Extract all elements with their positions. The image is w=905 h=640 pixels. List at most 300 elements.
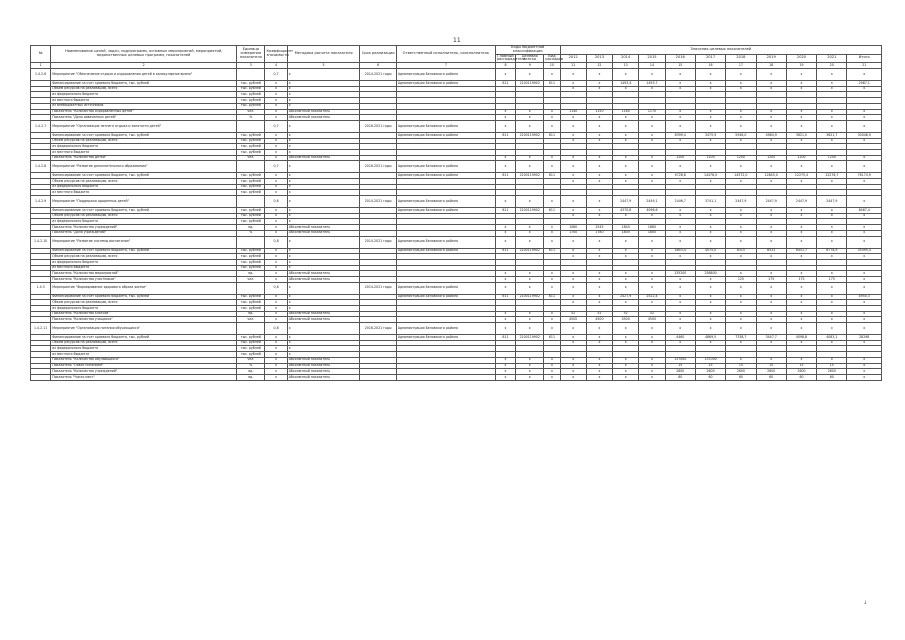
- header-period: Срок реализации: [360, 46, 396, 63]
- cell-coef: х: [265, 357, 287, 363]
- cell-method: х: [287, 81, 360, 87]
- cell-budget-1: 611: [495, 294, 515, 300]
- cell-method: Абсолютный показатель: [287, 115, 360, 121]
- cell-budget-1: 611: [495, 248, 515, 254]
- cell-value: х: [665, 323, 695, 335]
- header-coef: Коэффициент значимости: [265, 46, 287, 63]
- cell-executor: Администрация Беловского района: [396, 161, 495, 173]
- cell-value: х: [695, 115, 725, 121]
- cell-value: х: [613, 132, 639, 138]
- cell-unit: тыс. рублей: [237, 208, 265, 214]
- cell-coef: х: [265, 340, 287, 346]
- cell-value: х: [726, 236, 756, 248]
- cell-value: х: [817, 213, 847, 219]
- cell-coef: 0,7: [265, 120, 287, 132]
- cell-budget-3: 611: [544, 335, 560, 341]
- cell-method: х: [287, 173, 360, 179]
- cell-unit: тыс. рублей: [237, 300, 265, 306]
- cell-value: х: [695, 340, 725, 346]
- cell-budget-1: х: [495, 369, 515, 375]
- cell-value: х: [847, 115, 882, 121]
- cell-method: х: [287, 254, 360, 260]
- cell-value: х: [786, 254, 816, 260]
- cell-value: х: [756, 294, 786, 300]
- cell-value: х: [586, 86, 612, 92]
- cell-value: х: [817, 81, 847, 87]
- cell-value: х: [560, 213, 586, 219]
- cell-value: х: [586, 282, 612, 294]
- cell-executor: Администрация Беловского района: [396, 294, 495, 300]
- cell-value: х: [560, 132, 586, 138]
- column-number: 15: [665, 63, 695, 69]
- cell-value: х: [786, 161, 816, 173]
- cell-value: х: [560, 374, 586, 380]
- cell-unit: тыс. рублей: [237, 335, 265, 341]
- cell-value: х: [613, 374, 639, 380]
- program-table: [30, 45, 882, 381]
- column-number: 5: [287, 63, 360, 69]
- cell-value: х: [639, 86, 665, 92]
- cell-value: 1860: [639, 225, 665, 231]
- cell-value: 7338,7: [726, 335, 756, 341]
- cell-value: х: [817, 86, 847, 92]
- cell-value: х: [586, 196, 612, 208]
- cell-value: 60: [695, 374, 725, 380]
- cell-value: х: [817, 323, 847, 335]
- cell-value: х: [586, 335, 612, 341]
- cell-unit: тыс. рублей: [237, 98, 265, 104]
- cell-value: х: [756, 317, 786, 323]
- cell-method: х: [287, 149, 360, 155]
- header-year: 2013: [586, 54, 612, 63]
- header-year: 2017: [695, 54, 725, 63]
- cell-value: 52: [613, 311, 639, 317]
- cell-value: 1170: [639, 109, 665, 115]
- cell-value: 28298: [847, 335, 882, 341]
- cell-no: 1.4.2.11: [31, 323, 51, 335]
- cell-name: Объем ресурсов на реализацию, всего: [51, 138, 237, 144]
- cell-unit: тыс. рублей: [237, 213, 265, 219]
- column-number: 11: [560, 63, 586, 69]
- cell-budget-2: х: [516, 271, 544, 277]
- cell-value: 2600: [786, 369, 816, 375]
- cell-value: х: [639, 300, 665, 306]
- cell-value: х: [613, 323, 639, 335]
- cell-value: х: [817, 311, 847, 317]
- cell-value: 175: [817, 276, 847, 282]
- cell-unit: тыс. рублей: [237, 132, 265, 138]
- cell-budget-1: 611: [495, 132, 515, 138]
- cell-value: х: [786, 179, 816, 185]
- cell-method: Абсолютный показатель: [287, 363, 360, 369]
- cell-value: х: [817, 340, 847, 346]
- cell-value: х: [786, 323, 816, 335]
- cell-coef: х: [265, 98, 287, 104]
- cell-value: х: [817, 282, 847, 294]
- cell-value: х: [560, 340, 586, 346]
- cell-name: Показатель "Количество мероприятий": [51, 271, 237, 277]
- cell-value: 3621,7: [817, 132, 847, 138]
- cell-value: х: [726, 282, 756, 294]
- cell-unit: тыс. рублей: [237, 248, 265, 254]
- cell-budget-2: х: [516, 282, 544, 294]
- cell-value: х: [847, 369, 882, 375]
- cell-value: х: [847, 69, 882, 81]
- cell-name: Финансирование за счет краевого бюджета, тыс. рублей: [51, 132, 237, 138]
- cell-value: х: [586, 323, 612, 335]
- cell-method: Абсолютный показатель: [287, 271, 360, 277]
- cell-budget-1: х: [495, 276, 515, 282]
- cell-coef: х: [265, 132, 287, 138]
- cell-value: 2449,1: [639, 196, 665, 208]
- cell-unit: [237, 282, 265, 294]
- cell-no: [31, 374, 51, 380]
- column-number: 6: [360, 63, 396, 69]
- cell-value: х: [560, 323, 586, 335]
- cell-value: 1200: [786, 155, 816, 161]
- cell-value: х: [586, 236, 612, 248]
- cell-value: 15: [695, 363, 725, 369]
- cell-value: х: [695, 69, 725, 81]
- cell-unit: тыс. рублей: [237, 190, 265, 196]
- header-year: 2014: [613, 54, 639, 63]
- cell-value: х: [639, 161, 665, 173]
- column-number: 10: [544, 63, 560, 69]
- header-year: Итого: [847, 54, 882, 63]
- cell-budget-2: х: [516, 363, 544, 369]
- cell-name: Показатель "Доля охваченных детей": [51, 115, 237, 121]
- cell-method: х: [287, 184, 360, 190]
- cell-value: х: [847, 317, 882, 323]
- cell-value: 8399,4: [665, 132, 695, 138]
- cell-unit: чел.: [237, 109, 265, 115]
- cell-value: х: [665, 138, 695, 144]
- cell-value: х: [665, 230, 695, 236]
- cell-value: х: [560, 69, 586, 81]
- cell-name: Мероприятие "Развитие системы воспитания": [51, 236, 237, 248]
- cell-value: х: [847, 311, 882, 317]
- column-number: 14: [639, 63, 665, 69]
- cell-coef: х: [265, 213, 287, 219]
- cell-value: х: [756, 230, 786, 236]
- cell-value: х: [817, 236, 847, 248]
- cell-value: х: [586, 179, 612, 185]
- cell-value: х: [586, 115, 612, 121]
- cell-coef: х: [265, 311, 287, 317]
- cell-value: 9728,8: [665, 173, 695, 179]
- cell-value: 6451,7: [786, 248, 816, 254]
- cell-budget-1: х: [495, 155, 515, 161]
- cell-unit: %: [237, 230, 265, 236]
- cell-executor: Администрация Беловского района: [396, 282, 495, 294]
- cell-value: 60: [756, 374, 786, 380]
- cell-value: х: [586, 208, 612, 214]
- cell-value: х: [726, 138, 756, 144]
- column-number: 18: [756, 63, 786, 69]
- cell-value: х: [847, 323, 882, 335]
- cell-budget-1: х: [495, 282, 515, 294]
- cell-method: х: [287, 236, 360, 248]
- cell-value: х: [665, 109, 695, 115]
- cell-name: Показатель "Количество участников": [51, 276, 237, 282]
- cell-value: х: [786, 213, 816, 219]
- cell-value: 1160: [613, 109, 639, 115]
- cell-value: х: [613, 363, 639, 369]
- cell-value: х: [560, 179, 586, 185]
- cell-value: х: [586, 276, 612, 282]
- cell-value: х: [726, 294, 756, 300]
- cell-value: 1080: [560, 225, 586, 231]
- cell-coef: х: [265, 138, 287, 144]
- cell-method: х: [287, 144, 360, 150]
- cell-value: 4500: [560, 317, 586, 323]
- cell-method: х: [287, 69, 360, 81]
- cell-budget-2: х: [516, 225, 544, 231]
- cell-value: х: [726, 340, 756, 346]
- cell-value: 1493,4: [613, 81, 639, 87]
- cell-coef: х: [265, 144, 287, 150]
- cell-name: Объем ресурсов на реализацию, всего: [51, 86, 237, 92]
- cell-value: 4869,5: [695, 335, 725, 341]
- cell-name: из местного бюджета: [51, 265, 237, 271]
- cell-coef: х: [265, 184, 287, 190]
- cell-value: х: [817, 230, 847, 236]
- table-row: [31, 69, 882, 81]
- cell-value: х: [639, 340, 665, 346]
- cell-value: х: [756, 161, 786, 173]
- cell-method: х: [287, 352, 360, 358]
- cell-name: Показатель "Количество учреждений": [51, 369, 237, 375]
- cell-value: х: [695, 323, 725, 335]
- cell-value: х: [560, 86, 586, 92]
- cell-name: Финансирование за счет краевого бюджета, тыс. рублей: [51, 208, 237, 214]
- cell-value: х: [560, 335, 586, 341]
- page-mark: ↓: [863, 600, 868, 606]
- cell-unit: тыс. рублей: [237, 306, 265, 312]
- cell-value: х: [726, 323, 756, 335]
- cell-value: х: [639, 213, 665, 219]
- cell-value: х: [817, 300, 847, 306]
- cell-value: х: [560, 294, 586, 300]
- cell-unit: тыс. рублей: [237, 294, 265, 300]
- cell-value: 4853,4: [665, 248, 695, 254]
- cell-value: х: [639, 276, 665, 282]
- cell-value: х: [695, 161, 725, 173]
- cell-name: из федерального бюджета: [51, 346, 237, 352]
- cell-value: 2522,4: [639, 294, 665, 300]
- cell-period: 2014-2021 годы: [360, 236, 396, 248]
- cell-value: х: [665, 311, 695, 317]
- cell-method: х: [287, 340, 360, 346]
- cell-unit: тыс. рублей: [237, 184, 265, 190]
- cell-value: 137000: [695, 357, 725, 363]
- cell-method: х: [287, 196, 360, 208]
- cell-budget-3: х: [544, 69, 560, 81]
- cell-coef: х: [265, 86, 287, 92]
- cell-value: х: [560, 161, 586, 173]
- cell-value: х: [695, 236, 725, 248]
- cell-value: х: [786, 69, 816, 81]
- cell-period: 2014-2021 годы: [360, 282, 396, 294]
- cell-value: х: [756, 179, 786, 185]
- cell-name: из федерального бюджета: [51, 306, 237, 312]
- cell-budget-2: х: [516, 323, 544, 335]
- cell-value: 258800: [695, 271, 725, 277]
- cell-value: х: [695, 86, 725, 92]
- cell-value: х: [695, 208, 725, 214]
- cell-value: х: [639, 374, 665, 380]
- cell-unit: чел.: [237, 276, 265, 282]
- header-year: 2016: [665, 54, 695, 63]
- cell-value: х: [695, 109, 725, 115]
- cell-value: х: [756, 138, 786, 144]
- cell-value: х: [726, 120, 756, 132]
- cell-value: х: [639, 69, 665, 81]
- cell-coef: х: [265, 317, 287, 323]
- cell-budget-1: х: [495, 69, 515, 81]
- cell-budget-1: х: [495, 115, 515, 121]
- cell-value: 4370,8: [613, 208, 639, 214]
- cell-value: 4098,8: [786, 335, 816, 341]
- cell-name: Показатель "Количество учащихся": [51, 317, 237, 323]
- cell-value: 1200: [817, 155, 847, 161]
- cell-value: х: [786, 109, 816, 115]
- cell-budget-3: х: [544, 374, 560, 380]
- cell-no: 1.4.2.9: [31, 196, 51, 208]
- cell-coef: х: [265, 208, 287, 214]
- header-method: Методика расчета показателя: [287, 46, 360, 63]
- cell-budget-1: х: [495, 230, 515, 236]
- cell-value: х: [586, 369, 612, 375]
- cell-value: 76174,9: [847, 173, 882, 179]
- header-year: 2019: [756, 54, 786, 63]
- cell-budget-2: х: [516, 115, 544, 121]
- cell-budget-1: 611: [495, 173, 515, 179]
- column-number: 21: [847, 63, 882, 69]
- cell-value: х: [665, 276, 695, 282]
- cell-budget-2: х: [516, 374, 544, 380]
- cell-method: х: [287, 335, 360, 341]
- cell-budget-3: 611: [544, 248, 560, 254]
- cell-coef: х: [265, 363, 287, 369]
- cell-value: х: [695, 311, 725, 317]
- cell-value: х: [560, 254, 586, 260]
- cell-value: х: [695, 317, 725, 323]
- cell-value: х: [613, 173, 639, 179]
- cell-value: х: [560, 357, 586, 363]
- cell-value: х: [586, 248, 612, 254]
- cell-coef: х: [265, 306, 287, 312]
- cell-value: х: [665, 69, 695, 81]
- cell-value: х: [613, 213, 639, 219]
- cell-value: х: [847, 120, 882, 132]
- cell-value: х: [560, 155, 586, 161]
- cell-value: 6532: [756, 248, 786, 254]
- cell-value: х: [560, 173, 586, 179]
- cell-value: 14572,0: [726, 173, 756, 179]
- cell-coef: 0,7: [265, 69, 287, 81]
- cell-unit: тыс. рублей: [237, 259, 265, 265]
- cell-value: х: [817, 161, 847, 173]
- cell-value: х: [613, 161, 639, 173]
- cell-budget-3: х: [544, 120, 560, 132]
- cell-value: х: [786, 294, 816, 300]
- cell-value: 35495,4: [847, 248, 882, 254]
- cell-value: 2427,9: [613, 294, 639, 300]
- cell-value: х: [695, 138, 725, 144]
- cell-value: х: [817, 357, 847, 363]
- cell-unit: тыс. рублей: [237, 92, 265, 98]
- cell-value: х: [586, 254, 612, 260]
- cell-value: х: [847, 179, 882, 185]
- cell-value: 1800: [639, 230, 665, 236]
- cell-coef: х: [265, 271, 287, 277]
- cell-value: х: [726, 311, 756, 317]
- cell-coef: 0,8: [265, 323, 287, 335]
- cell-value: х: [695, 81, 725, 87]
- cell-value: х: [786, 86, 816, 92]
- cell-value: 15: [817, 363, 847, 369]
- cell-method: х: [287, 300, 360, 306]
- cell-coef: х: [265, 219, 287, 225]
- column-number: 12: [586, 63, 612, 69]
- cell-value: х: [786, 230, 816, 236]
- cell-budget-1: 611: [495, 81, 515, 87]
- cell-method: Абсолютный показатель: [287, 109, 360, 115]
- cell-unit: [237, 120, 265, 132]
- cell-name: Показатель "Число мест": [51, 374, 237, 380]
- cell-value: х: [726, 317, 756, 323]
- cell-value: х: [786, 225, 816, 231]
- cell-value: 1800: [613, 230, 639, 236]
- cell-value: х: [665, 300, 695, 306]
- header-unit: Единица измерения показателя: [237, 46, 265, 63]
- column-number: 3: [237, 63, 265, 69]
- cell-value: х: [613, 369, 639, 375]
- cell-value: х: [639, 254, 665, 260]
- cell-value: х: [786, 357, 816, 363]
- cell-value: х: [586, 363, 612, 369]
- cell-executor: Администрация Беловского района: [396, 132, 495, 138]
- cell-budget-3: х: [544, 230, 560, 236]
- cell-value: х: [786, 138, 816, 144]
- cell-value: х: [726, 69, 756, 81]
- column-number: 4: [265, 63, 287, 69]
- header-year: 2020: [786, 54, 816, 63]
- cell-value: х: [756, 271, 786, 277]
- cell-budget-2: х: [516, 155, 544, 161]
- cell-budget-2: х: [516, 69, 544, 81]
- cell-name: Объем ресурсов на реализацию, всего: [51, 179, 237, 185]
- cell-name: Показатель "Количество классов": [51, 311, 237, 317]
- cell-value: х: [756, 86, 786, 92]
- cell-value: х: [560, 236, 586, 248]
- cell-value: 5946,0: [726, 132, 756, 138]
- cell-executor: Администрация Беловского района: [396, 248, 495, 254]
- cell-no: 1.4.2.10: [31, 236, 51, 248]
- column-number: 20: [817, 63, 847, 69]
- cell-value: х: [695, 294, 725, 300]
- cell-value: х: [665, 179, 695, 185]
- cell-value: х: [817, 120, 847, 132]
- cell-coef: 0,8: [265, 236, 287, 248]
- cell-method: х: [287, 92, 360, 98]
- cell-value: х: [817, 138, 847, 144]
- cell-executor: Администрация Беловского района: [396, 120, 495, 132]
- cell-method: х: [287, 86, 360, 92]
- cell-value: х: [726, 115, 756, 121]
- cell-executor: Администрация Беловского района: [396, 323, 495, 335]
